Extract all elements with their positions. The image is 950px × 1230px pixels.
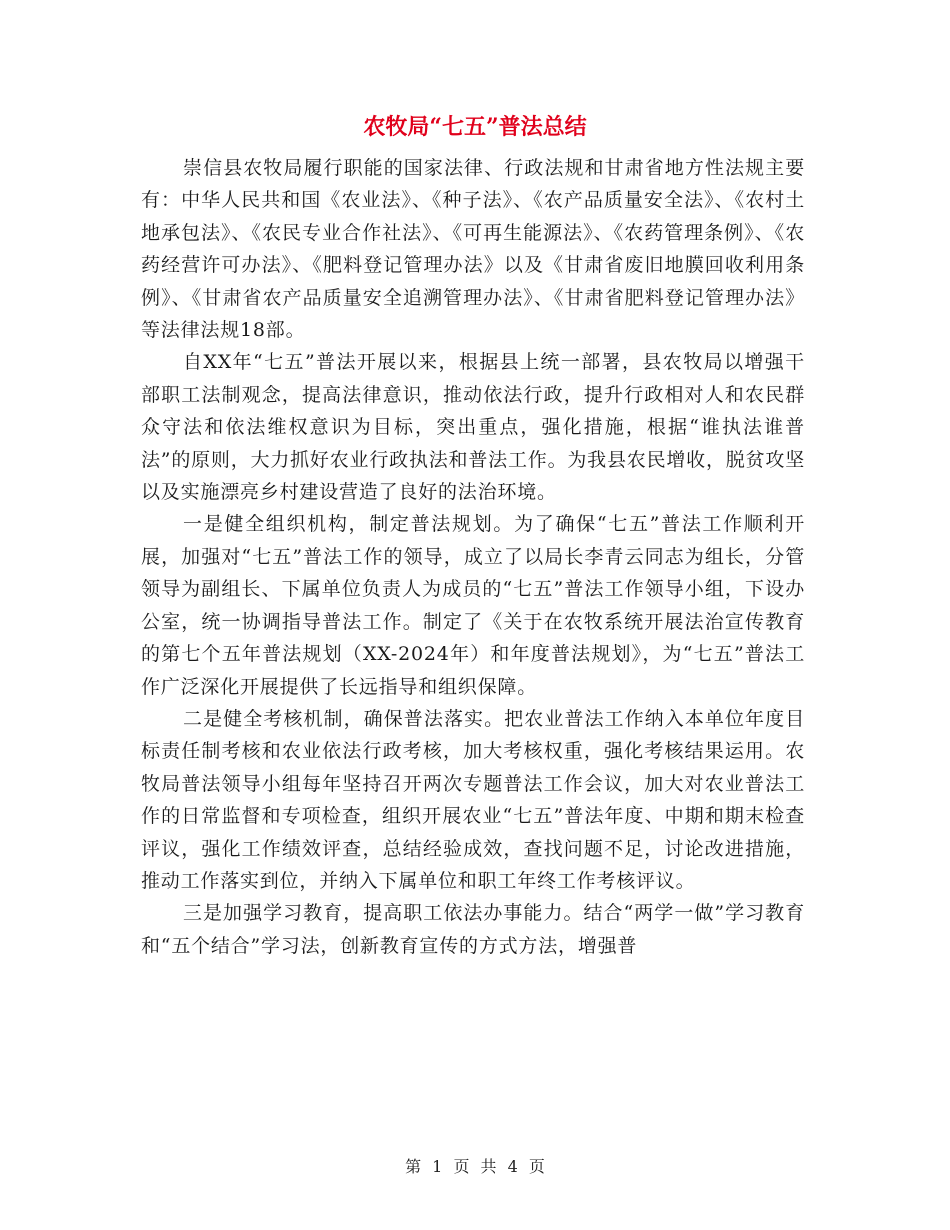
paragraph-laws: 崇信县农牧局履行职能的国家法律、行政法规和甘肃省地方性法规主要有：中华人民共和国《农业法》、《种子法》、《农产品质量安全法》、《农村土地承包法》、《农民专业合作社法》、《可再生能源法》、《农药管理条例》、《农药经营许可办法》、《肥料登记管理办法》以及《甘肃省废旧地膜回收利用条例》、《甘肃省农产品质量安全追溯管理办法》、《甘肃省肥料登记管理办法》等法律法规18部。 [141, 157, 805, 342]
paragraph-assessment: 二是健全考核机制，确保普法落实。把农业普法工作纳入本单位年度目标责任制考核和农业依法行政考核，加大考核权重，强化考核结果运用。农牧局普法领导小组每年坚持召开两次专题普法工作会议，加大对农业普法工作的日常监督和专项检查，组织开展农业“七五”普法年度、中期和期末检查评议，强化工作绩效评查，总结经验成效，查找问题不足，讨论改进措施，推动工作落实到位，并纳入下属单位和职工年终工作考核评议。 [141, 707, 805, 892]
paragraph-overview: 自XX年“七五”普法开展以来，根据县上统一部署，县农牧局以增强干部职工法制观念，提高法律意识，推动依法行政，提升行政相对人和农民群众守法和依法维权意识为目标，突出重点，强化措施，根据“谁执法谁普法”的原则，大力抓好农业行政执法和普法工作。为我县农民增收，脱贫攻坚以及实施漂亮乡村建设营造了良好的法治环境。 [141, 351, 805, 504]
paragraph-education: 三是加强学习教育，提高职工依法办事能力。结合“两学一做”学习教育和“五个结合”学习法，创新教育宣传的方式方法，增强普 [141, 902, 805, 957]
document-title: 农牧局“七五”普法总结 [363, 114, 587, 140]
paragraph-organization: 一是健全组织机构，制定普法规划。为了确保“七五”普法工作顺利开展，加强对“七五”普法工作的领导，成立了以局长李青云同志为组长，分管领导为副组长、下属单位负责人为成员的“七五”普法工作领导小组，下设办公室，统一协调指导普法工作。制定了《关于在农牧系统开展法治宣传教育的第七个五年普法规划（XX-2024年）和年度普法规划》，为“七五”普法工作广泛深化开展提供了长远指导和组织保障。 [141, 513, 805, 698]
document-body [141, 152, 805, 962]
page-number-footer: 第 1 页 共 4 页 [405, 1157, 545, 1176]
